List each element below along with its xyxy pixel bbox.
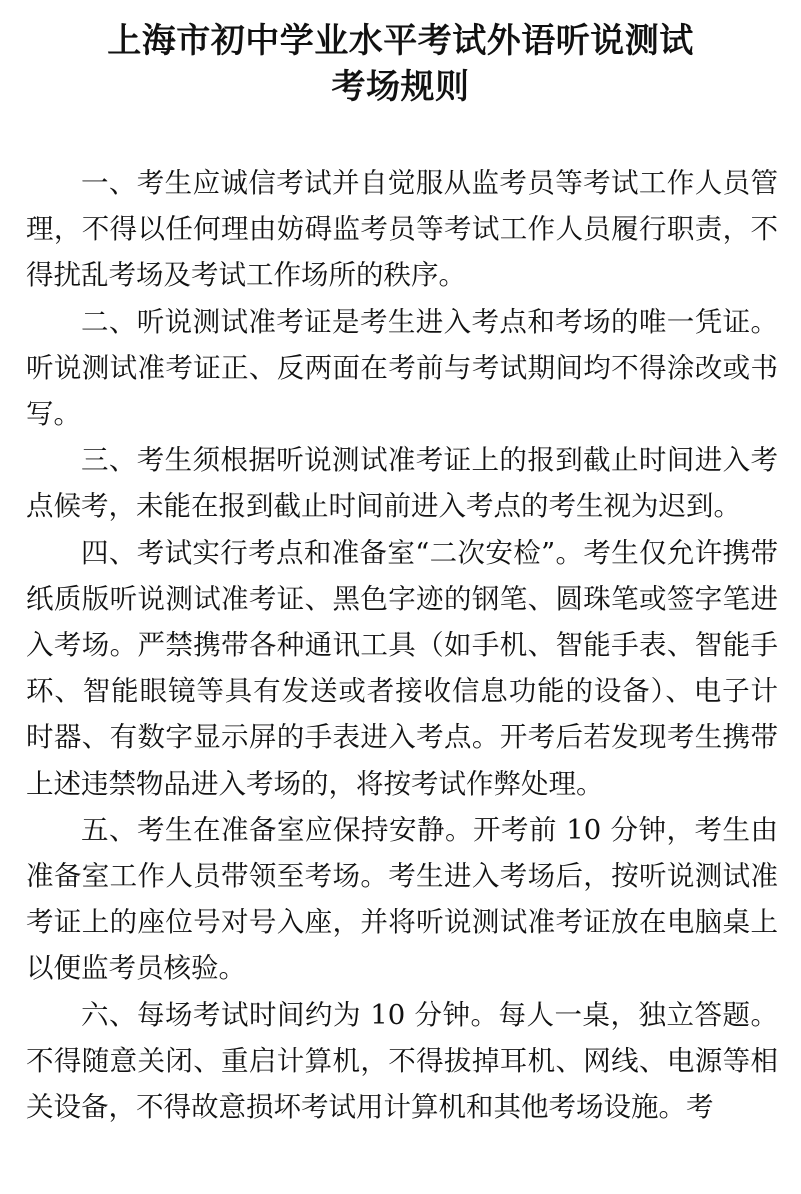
rule-paragraph-4: 四、考试实行考点和准备室“二次安检”。考生仅允许携带纸质版听说测试准考证、黑色字迹的钢笔、圆珠笔或签字笔进入考场。严禁携带各种通讯工具（如手机、智能手表、智能手环、智能眼镜等具有发送或者接收信息功能的设备）、电子计时器、有数字显示屏的手表进入考点。开考后若发现考生携带上述违禁物品进入考场的，将按考试作弊处理。: [26, 536, 778, 800]
rule-paragraph-5: 五、考生在准备室应保持安静。开考前 10 分钟，考生由准备室工作人员带领至考场。考生进入考场后，按听说测试准考证上的座位号对号入座，并将听说测试准考证放在电脑桌上以便监考员核验。: [26, 813, 778, 985]
rule-paragraph-3: 三、考生须根据听说测试准考证上的报到截止时间进入考点候考，未能在报到截止时间前进入考点的考生视为迟到。: [26, 444, 778, 523]
rule-paragraph-2: 二、听说测试准考证是考生进入考点和考场的唯一凭证。听说测试准考证正、反两面在考前与考试期间均不得涂改或书写。: [26, 305, 778, 431]
document-body: [26, 160, 778, 1130]
rule-paragraph-1: 一、考生应诚信考试并自觉服从监考员等考试工作人员管理，不得以任何理由妨碍监考员等考试工作人员履行职责，不得扰乱考场及考试工作场所的秩序。: [26, 167, 778, 292]
document-title-line1: 上海市初中学业水平考试外语听说测试: [107, 21, 694, 61]
rule-paragraph-6: 六、每场考试时间约为 10 分钟。每人一桌，独立答题。不得随意关闭、重启计算机，不得拔掉耳机、网线、电源等相关设备，不得故意损坏考试用计算机和其他考场设施。考: [26, 998, 778, 1124]
document-title-line2: 考场规则: [331, 67, 470, 107]
